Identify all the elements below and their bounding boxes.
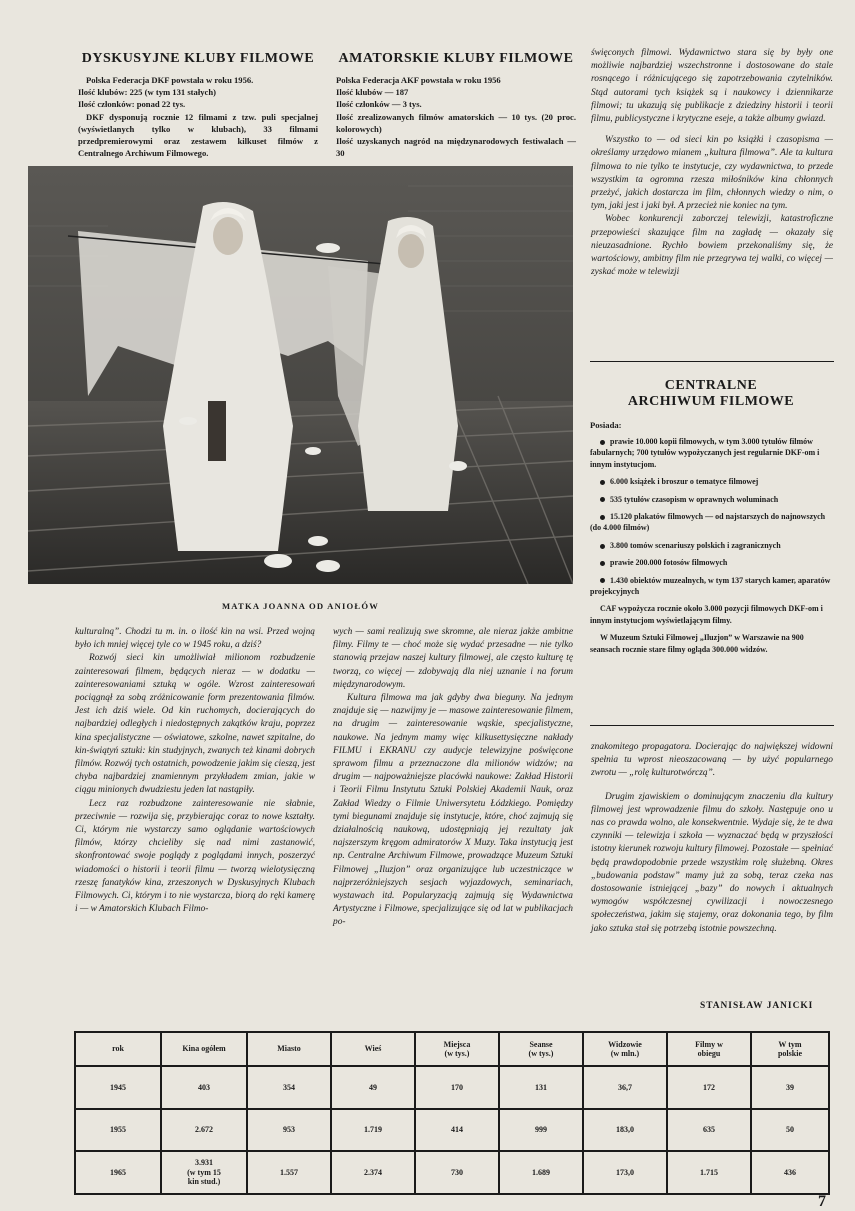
akf-text (336, 74, 576, 159)
table-cell: 1965 (75, 1151, 161, 1194)
list-item: 535 tytułów czasopism w oprawnych woluminach (590, 494, 832, 505)
paragraph: Wobec konkurencji zaborczej telewizji, katastroficzne przepowieści skazujące film na zagładę — okazały się nieuzasadnione. Rychło bowiem przekonaliśmy się, że wartościowy, ambitny film nie przegrywa tej walki, co więcej — zyskać może w telewizji (591, 214, 833, 278)
archive-note: W Muzeum Sztuki Filmowej „Iluzjon” w Warszawie na 900 seansach rocznie stare filmy ogląda 300.000 widzów. (590, 633, 804, 654)
table-cell: 49 (331, 1066, 415, 1109)
dkf-title: DYSKUSYJNE KLUBY FILMOWE (81, 51, 315, 66)
page-number: 7 (818, 1193, 826, 1210)
table-cell: 1.715 (667, 1151, 751, 1194)
dkf-line: Polska Federacja DKF powstała w roku 1956. (86, 75, 254, 85)
table-cell: 1955 (75, 1109, 161, 1152)
table-cell: 3.931 (w tym 15 kin stud.) (161, 1151, 247, 1194)
dkf-text (78, 74, 318, 159)
column-header: Miejsca (w tys.) (415, 1032, 499, 1066)
column-header: W tym polskie (751, 1032, 829, 1066)
table-cell: 1.557 (247, 1151, 331, 1194)
table-row (75, 1066, 829, 1109)
paragraph: Drugim zjawiskiem o dominującym znaczeniu dla kultury filmowej jest wprowadzenie filmu do szkoły. Następuje ono u nas co prawda wolno, ale konsekwentnie. Wydaje się, że te dwa czynniki — telewizja i szkoła — wyznaczać będą w przyszłości istotny kierunek rozwoju kultury filmowej. Pozostałe — spełniać będą prawdopodobnie przede wszystkim rolę służebną. Okres „budowania podstaw” mamy już za sobą, teraz czeka nas dostosowanie istniejącej „bazy” do nowych i aktualnych wymogów współczesnej cywilizacji i nowoczesnego społeczeństwa, jakim się stajemy, oraz dokonania tego, by film jako sztuka stał się potrzebą istotnie powszechną. (591, 791, 833, 934)
column-header: Wieś (331, 1032, 415, 1066)
akf-line: Polska Federacja AKF powstała w roku 1956 (336, 75, 501, 85)
table-cell: 953 (247, 1109, 331, 1152)
paragraph: Rozwój sieci kin umożliwiał milionom rozbudzenie zainteresowań filmem, będących nieraz — w dodatku — zainteresowaniami sztuką w ogóle. Wzrost zainteresowań pociągnął za sobą zróżnicowanie form prezentowania filmów. Jest ich dziś wiele. Od kin ruchomych, docierających do najbardziej odległych i niedostępnych zakątków kraju, poprzez kina specjalistyczne — oświatowe, szkolne, nawet szpitalne, do kin-świątyń sztuki: kin studyjnych, zwanych też kinami dobrych filmów. Rozwój tych ostatnich, powodzenie jakim się cieszą, jest chyba najbardziej znamiennym przykładem zmian, jakie w ciągu minionych dwudziestu jeden lat nastąpiły. (75, 653, 315, 796)
paragraph: Kultura filmowa ma jak gdyby dwa bieguny. Na jednym znajduje się — nazwijmy je — masowe zainteresowanie filmem, na drugim — zainteresowanie wąskie, specjalistyczne, naukowe. Na jednym mamy więc kilkusettysięczne nakłady FILMU i EKRANU czy audycje telewizyjne poświęcone sprawom filmu a przeznaczone dla milionów widzów; na drugim — najpoważniejsze placówki naukowe: Zakład Historii i Teorii Filmu Instytutu Sztuki Polskiej Akademii Nauk, oraz Zakład Wiedzy o Filmie Uniwersytetu Łódzkiego. Pomiędzy tymi biegunami znajduje się instytucje, które, choć zajmują się działalnością naukową, udostępniają jej rezultaty jak najszerszym kręgom admiratorów X Muzy. Taka instytucją jest np. Centralne Archiwum Filmowe, prowadzące Muzeum Sztuki Filmowej „Iluzjon” oraz organizujące lub uczestniczące w najprzeróżniejszych sesjach wyjazdowych, seminariach, wystawach itd. Popularyzacją zajmują się Wydawnictwa Artystyczne i Filmowe, specjalizujące się od lat w publikacjach po- (333, 693, 573, 928)
list-item: 1.430 obiektów muzealnych, w tym 137 starych kamer, aparatów projekcyjnych (590, 575, 831, 597)
bullet-icon (600, 578, 605, 583)
akf-title: AMATORSKIE KLUBY FILMOWE (338, 51, 574, 66)
column-header: Seanse (w tys.) (499, 1032, 583, 1066)
cinema-statistics-table (74, 1031, 830, 1195)
akf-line: Ilość zrealizowanych filmów amatorskich — 10 tys. (20 proc. kolorowych) (336, 111, 576, 134)
dkf-line: Ilość członków: ponad 22 tys. (78, 99, 186, 110)
table-cell: 2.374 (331, 1151, 415, 1194)
dkf-line: DKF dysponują rocznie 12 filmami z tzw. puli specjalnej (wyświetlanych tylko w klubach), 33 filmami przedpremierowymi oraz zestawem kilkuset filmów z Centralnego Archiwum Filmowego. (78, 111, 318, 159)
bullet-icon (600, 561, 605, 566)
akf-line: Ilość uzyskanych nagród na międzynarodowych festiwalach — 30 (336, 136, 576, 159)
table-cell: 131 (499, 1066, 583, 1109)
paragraph: święconych filmowi. Wydawnictwo stara się by były one możliwie najbardziej wszechstronne i dostosowane do stale rosnącego i różnicującego się zapotrzebowania czytelników. Stąd autorami tych książek są i naukowcy i dziennikarze filmowi; tu ukazują się publikacje z dziedziny historii i teorii filmu, publicystyczne i krytyczne eseje, a także albumy gwiazd. (591, 48, 833, 125)
akf-line: Ilość członków — 3 tys. (336, 99, 422, 110)
author-signature: STANISŁAW JANICKI (700, 1001, 814, 1011)
list-item: prawie 10.000 kopii filmowych, w tym 3.000 tytułów filmów fabularnych; 700 tytułów wypożyczanych jest regularnie DKF-om i innym instytucjom. (590, 437, 820, 469)
list-item: 6.000 książek i broszur o tematyce filmowej (590, 476, 832, 487)
column-header: Miasto (247, 1032, 331, 1066)
archive-title: CENTRALNE ARCHIWUM FILMOWE (627, 378, 795, 409)
column-header: Widzowie (w mln.) (583, 1032, 667, 1066)
archive-lead: Posiada: (590, 420, 622, 430)
table-cell: 50 (751, 1109, 829, 1152)
table-cell: 39 (751, 1066, 829, 1109)
divider (590, 725, 834, 726)
dkf-line: Ilość klubów: 225 (w tym 131 stałych) (78, 87, 216, 98)
table-header-row (75, 1032, 829, 1066)
table-cell: 730 (415, 1151, 499, 1194)
bullet-icon (600, 497, 605, 502)
table-row (75, 1109, 829, 1152)
table-cell: 1.719 (331, 1109, 415, 1152)
archive-note: CAF wypożycza rocznie około 3.000 pozycji filmowych DKF-om i innym instytucjom wyświetlającym filmy. (590, 604, 823, 625)
table-cell: 414 (415, 1109, 499, 1152)
archive-info-box (590, 378, 832, 708)
akf-info-box (336, 51, 576, 159)
article-column-2 (333, 626, 573, 930)
table-cell: 1.689 (499, 1151, 583, 1194)
article-column-3 (591, 741, 833, 936)
column-header: Filmy w obiegu (667, 1032, 751, 1066)
column-header: rok (75, 1032, 161, 1066)
right-top-column (591, 47, 833, 279)
photo-caption: MATKA JOANNA OD ANIOŁÓW (221, 601, 380, 611)
list-item: prawie 200.000 fotosów filmowych (590, 557, 832, 568)
photo-illustration (28, 166, 573, 584)
table-row (75, 1151, 829, 1194)
paragraph: znakomitego propagatora. Docierając do największej widowni spełnia tu wprost nieoszacowaną — by użyć popularnego zwrotu — „rolę kulturotwórczą”. (591, 742, 833, 779)
bullet-icon (600, 515, 605, 520)
table-cell: 354 (247, 1066, 331, 1109)
bullet-icon (600, 480, 605, 485)
column-header: Kina ogółem (161, 1032, 247, 1066)
article-column-1 (75, 626, 315, 916)
archive-list (590, 436, 832, 597)
table-cell: 172 (667, 1066, 751, 1109)
table-cell: 436 (751, 1151, 829, 1194)
list-item: 15.120 plakatów filmowych — od najstarszych do najnowszych (do 4.000 filmów) (590, 512, 826, 533)
film-still-photo (28, 166, 573, 584)
list-item: 3.800 tomów scenariuszy polskich i zagranicznych (590, 540, 832, 551)
paragraph: Wszystko to — od sieci kin po książki i czasopisma — określamy urzędowo mianem „kultura filmowa”. Ale ta kultura filmowa to nie tylko te instytucje, czy wydawnictwa, to przede wszystkim ta ogromna rzesza miłośników kina chłonnych przeżyć, jakich dostarcza im film, chłonnych wiedzy o nim, o tym, jaki jest i jaki był. A przecież nie koniec na tym. (591, 135, 833, 212)
table-cell: 1945 (75, 1066, 161, 1109)
akf-line: Ilość klubów — 187 (336, 87, 409, 98)
bullet-icon (600, 440, 605, 445)
table-cell: 170 (415, 1066, 499, 1109)
table-cell: 2.672 (161, 1109, 247, 1152)
paragraph: wych — sami realizują swe skromne, ale nieraz jakże ambitne filmy. Filmy te — choć może się wydać przesadne — nie tylko stanowią przejaw naszej kultury filmowej, ale często kulturę tę tworzą, co więcej — zdobywają dla niej uznanie i na forum międzynarodowym. (333, 627, 573, 690)
table-cell: 403 (161, 1066, 247, 1109)
paragraph: Lecz raz rozbudzone zainteresowanie nie słabnie, przeciwnie — rozwija się, przybierając coraz to nowe kształty. Ci, którym nie wystarczy samo oglądanie wartościowych filmów, którzy chcieliby się nad nimi zastanowić, skonfrontować swoje poglądy z poglądami innych, poszerzyć wiadomości o historii i teorii filmu — tworzą wielotysięczną rzeszę fanatyków kina, zrzeszonych w Dyskusyjnych Klubach Filmowych. Ci, którym i to nie wystarcza, biorą do ręki kamerę i — w Amatorskich Klubach Filmo- (75, 798, 315, 915)
paragraph: kulturalną”. Chodzi tu m. in. o ilość kin na wsi. Przed wojną było ich mniej więcej tyle co w 1945 roku, a dziś? (75, 627, 315, 651)
table-cell: 36,7 (583, 1066, 667, 1109)
dkf-info-box (78, 51, 318, 159)
table-cell: 173,0 (583, 1151, 667, 1194)
divider (590, 361, 834, 362)
table-cell: 999 (499, 1109, 583, 1152)
table-cell: 183,0 (583, 1109, 667, 1152)
table-cell: 635 (667, 1109, 751, 1152)
bullet-icon (600, 544, 605, 549)
